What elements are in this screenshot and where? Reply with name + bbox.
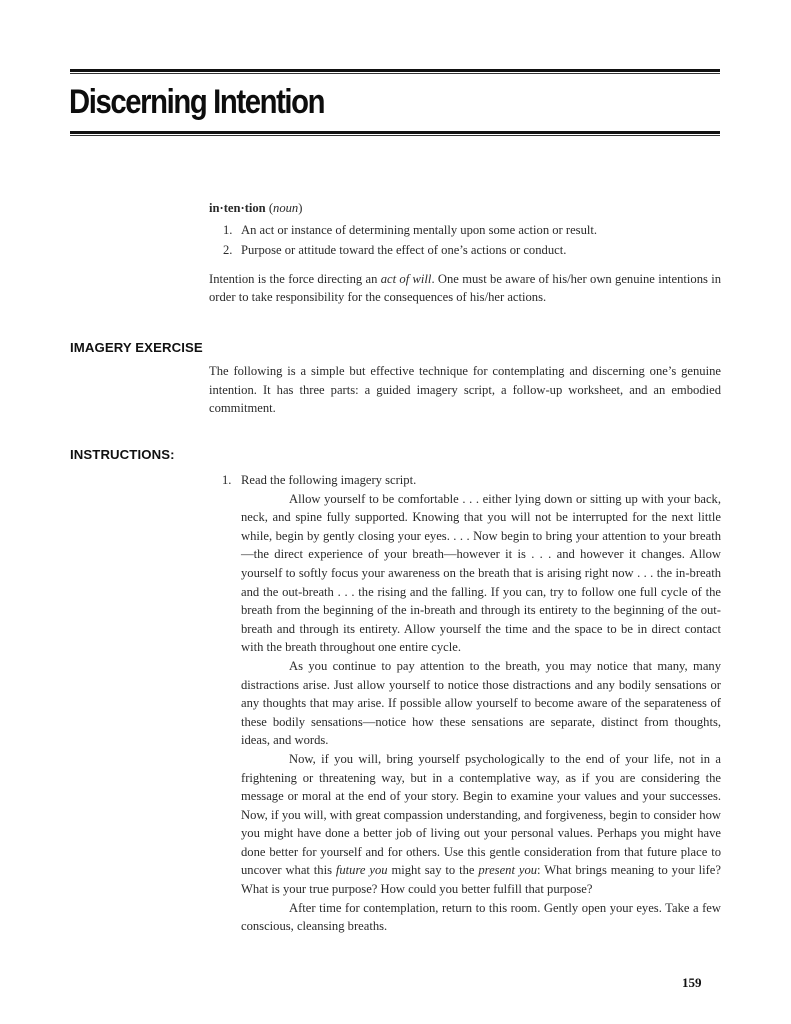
paragraph-emphasis: present you — [478, 863, 538, 878]
title-rule-top — [70, 69, 720, 74]
title-rule-bottom — [70, 131, 720, 136]
instruction-step — [222, 471, 721, 936]
sense-number: 2. — [223, 243, 233, 258]
section-heading-imagery-exercise: IMAGERY EXERCISE — [70, 340, 203, 355]
definition-sense — [209, 221, 721, 240]
part-of-speech: noun — [273, 201, 299, 215]
intention-paragraph — [209, 270, 721, 307]
sense-number: 1. — [223, 222, 233, 237]
section-heading-instructions: INSTRUCTIONS: — [70, 447, 175, 462]
paragraph-text: . One must be aware of his/her own genuine intentions in order to take responsibility for the consequences of his/her actions. — [209, 271, 722, 305]
page-title: Discerning Intention — [69, 83, 325, 121]
dictionary-definition — [209, 199, 721, 307]
definition-header: in·ten·tion (noun) — [209, 201, 303, 215]
paragraph-text: Intention is the force directing an — [209, 271, 381, 286]
paragraph-text: might say to the — [387, 863, 479, 878]
script-paragraph: Allow yourself to be comfortable . . . either lying down or sitting up with your back, neck, and spine fully supported. Knowing that you will not be interrupted for the next little while, begin by gently closing your eyes. . . . Now begin to bring your attention to your breath—the direct experience of your breath—however it is . . . and however it changes. Allow yourself to softly focus your awareness on the breath that is arising right now . . . the in-breath and the out-breath . . . the rising and the falling. If you can, try to follow one full cycle of the breath from the beginning of the in-breath and through its entirety to the beginning of the out-breath and through its entirety. Allow yourself the time and the space to be in direct contact with the breath throughout one entire cycle. — [241, 491, 721, 655]
script-paragraph: After time for contemplation, return to this room. Gently open your eyes. Take a few conscious, cleansing breaths. — [241, 900, 721, 934]
sense-text: Purpose or attitude toward the effect of one’s actions or conduct. — [241, 243, 567, 258]
headword: in·ten·tion — [209, 201, 266, 215]
definition-sense — [209, 241, 721, 260]
instructions-list — [222, 471, 721, 936]
paragraph-text: Now, if you will, bring yourself psychologically to the end of your life, not in a frightening or threatening way, but in a contemplative way, as if you are considering the message or moral at the end of your story. Begin to examine your values and your successes. Now, if you will, with great compassion understanding, and forgiveness, begin to consider how you might have done a better job of living out your personal values. Perhaps you might have done better for yourself and for others. Use this gentle consideration from that future place to uncover what this — [241, 751, 721, 878]
sense-text: An act or instance of determining mentally upon some action or result. — [241, 222, 598, 237]
script-paragraph — [241, 750, 721, 899]
page-number: 159 — [682, 975, 702, 990]
imagery-script — [241, 490, 721, 936]
paragraph-text: : What brings meaning to your life? What is your true purpose? How could you better fulfill that purpose? — [241, 863, 721, 897]
step-label: Read the following imagery script. — [241, 473, 417, 487]
imagery-intro: The following is a simple but effective technique for contemplating and discerning one’s genuine intention. It has three parts: a guided imagery script, a follow-up worksheet, and an embodied commitment. — [209, 364, 721, 416]
paragraph-emphasis: future you — [335, 863, 388, 878]
script-paragraph: As you continue to pay attention to the breath, you may notice that many, many distractions arise. Just allow yourself to notice those distractions and any bodily sensations or any thoughts that may arise. If possible allow yourself to become aware of the separateness of these bodily sensations—notice how these sensations are separate, distinct from thoughts, ideas, and words. — [241, 658, 721, 748]
step-number: 1. — [222, 473, 232, 487]
definition-senses — [209, 221, 721, 260]
paragraph-emphasis: act of will — [380, 271, 432, 286]
